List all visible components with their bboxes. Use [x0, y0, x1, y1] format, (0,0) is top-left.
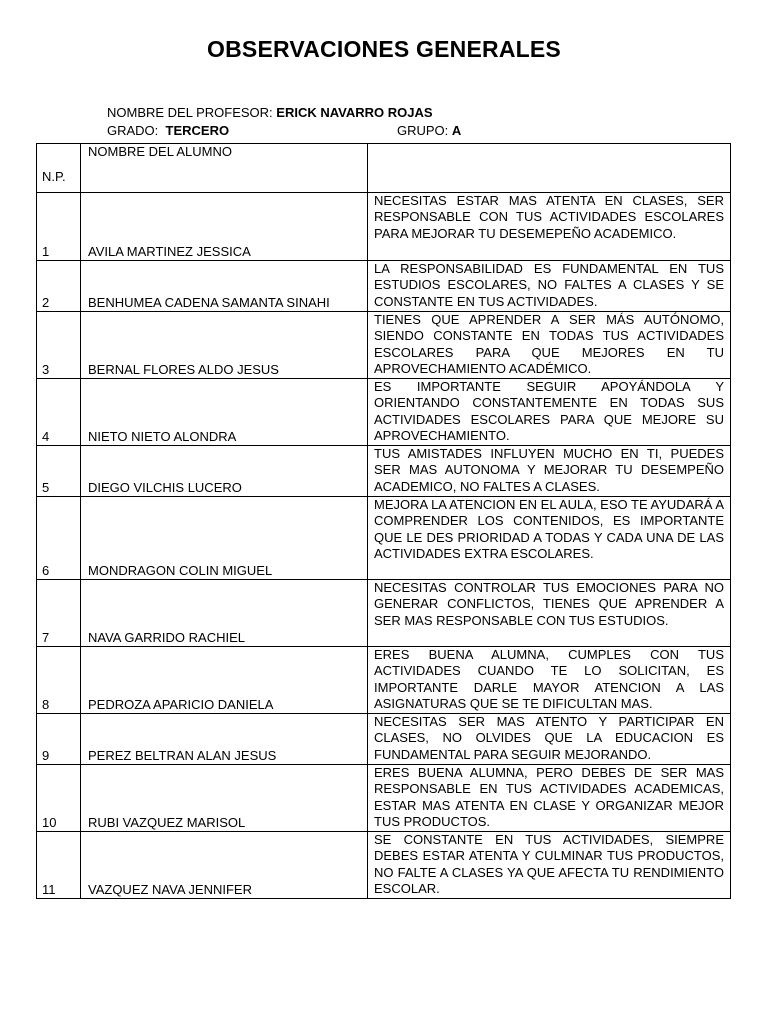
student-observation: TIENES QUE APRENDER A SER MÁS AUTÓNOMO, SIENDO CONSTANTE EN TODAS TUS ACTIVIDADES ESCOLARES PARA QUE MEJORES EN TU APROVECHAMIENTO ACADÉMICO. [368, 312, 731, 379]
student-observation: NECESITAS CONTROLAR TUS EMOCIONES PARA NO GENERAR CONFLICTOS, TIENES QUE APRENDER A SER MAS RESPONSABLE CON TUS ESTUDIOS. [368, 580, 731, 647]
student-observation: NECESITAS SER MAS ATENTO Y PARTICIPAR EN CLASES, NO OLVIDES QUE LA EDUCACION ES FUNDAMENTAL PARA SEGUIR MEJORANDO. [368, 714, 731, 765]
student-name: RUBI VAZQUEZ MARISOL [81, 765, 368, 832]
grade-line [107, 123, 229, 138]
table-row [37, 446, 731, 497]
student-name: BENHUMEA CADENA SAMANTA SINAHI [81, 261, 368, 312]
student-name: DIEGO VILCHIS LUCERO [81, 446, 368, 497]
student-name: PEREZ BELTRAN ALAN JESUS [81, 714, 368, 765]
teacher-label: NOMBRE DEL PROFESOR: [107, 105, 273, 120]
student-name: AVILA MARTINEZ JESSICA [81, 193, 368, 261]
header-observation [368, 144, 731, 193]
group-label: GRUPO: [397, 123, 449, 138]
student-observation: TUS AMISTADES INFLUYEN MUCHO EN TI, PUEDES SER MAS AUTONOMA Y MEJORAR TU DESEMPEÑO ACADEMICO, NO FALTES A CLASES. [368, 446, 731, 497]
student-observation: LA RESPONSABILIDAD ES FUNDAMENTAL EN TUS ESTUDIOS ESCOLARES, NO FALTES A CLASES Y SE CONSTANTE EN TUS ACTIVIDADES. [368, 261, 731, 312]
header-student-name: NOMBRE DEL ALUMNO [81, 144, 368, 193]
group-line [397, 123, 461, 138]
grade-value: TERCERO [165, 123, 230, 138]
row-number: 8 [37, 647, 81, 714]
student-name: NAVA GARRIDO RACHIEL [81, 580, 368, 647]
student-observation: NECESITAS ESTAR MAS ATENTA EN CLASES, SER RESPONSABLE CON TUS ACTIVIDADES ESCOLARES PARA MEJORAR TU DESEMEPEÑO ACADEMICO. [368, 193, 731, 261]
student-observation: ERES BUENA ALUMNA, PERO DEBES DE SER MAS RESPONSABLE EN TUS ACTIVIDADES ACADEMICAS, ESTAR MAS ATENTA EN CLASE Y ORGANIZAR MEJOR TUS PRODUCTOS. [368, 765, 731, 832]
page-title: OBSERVACIONES GENERALES [207, 36, 561, 62]
student-observation: ES IMPORTANTE SEGUIR APOYÁNDOLA Y ORIENTANDO CONSTANTEMENTE EN TODAS SUS ACTIVIDADES ESCOLARES PARA QUE MEJORE SU APROVECHAMIENTO. [368, 379, 731, 446]
student-observation: SE CONSTANTE EN TUS ACTIVIDADES, SIEMPRE DEBES ESTAR ATENTA Y CULMINAR TUS PRODUCTOS, NO FALTE A CLASES YA QUE AFECTA TU RENDIMIENTO ESCOLAR. [368, 832, 731, 899]
row-number: 2 [37, 261, 81, 312]
row-number: 11 [37, 832, 81, 899]
teacher-name: ERICK NAVARRO ROJAS [276, 105, 433, 120]
table-row [37, 765, 731, 832]
row-number: 3 [37, 312, 81, 379]
row-number: 5 [37, 446, 81, 497]
group-value: A [451, 123, 462, 138]
table-row [37, 832, 731, 899]
row-number: 10 [37, 765, 81, 832]
student-name: BERNAL FLORES ALDO JESUS [81, 312, 368, 379]
observations-table [36, 143, 731, 899]
grade-label: GRADO: [107, 123, 159, 138]
student-observation: MEJORA LA ATENCION EN EL AULA, ESO TE AYUDARÁ A COMPRENDER LOS CONTENIDOS, ES IMPORTANTE QUE LE DES PRIORIDAD A TODAS Y CADA UNA DE LAS ACTIVIDADES EXTRA ESCOLARES. [368, 497, 731, 580]
student-name: PEDROZA APARICIO DANIELA [81, 647, 368, 714]
table-row [37, 312, 731, 379]
row-number: 9 [37, 714, 81, 765]
table-row [37, 497, 731, 580]
row-number: 7 [37, 580, 81, 647]
header-np: N.P. [37, 144, 81, 193]
table-row [37, 379, 731, 446]
table-row [37, 580, 731, 647]
student-observation: ERES BUENA ALUMNA, CUMPLES CON TUS ACTIVIDADES CUANDO TE LO SOLICITAN, ES IMPORTANTE DARLE MAYOR ATENCION A LAS ASIGNATURAS QUE SE TE DIFICULTAN MAS. [368, 647, 731, 714]
table-row [37, 647, 731, 714]
row-number: 4 [37, 379, 81, 446]
teacher-line [107, 105, 433, 120]
table-row [37, 714, 731, 765]
student-name: MONDRAGON COLIN MIGUEL [81, 497, 368, 580]
student-name: VAZQUEZ NAVA JENNIFER [81, 832, 368, 899]
row-number: 1 [37, 193, 81, 261]
student-name: NIETO NIETO ALONDRA [81, 379, 368, 446]
table-row [37, 193, 731, 261]
table-header-row [37, 144, 731, 193]
table-row [37, 261, 731, 312]
row-number: 6 [37, 497, 81, 580]
